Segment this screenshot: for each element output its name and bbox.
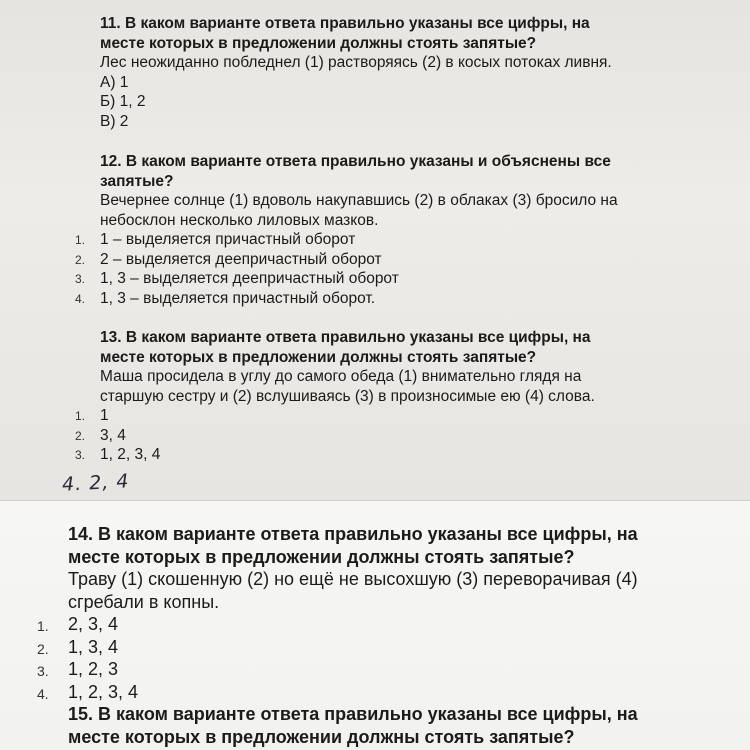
- option-text: 1, 3 – выделяется причастный оборот.: [100, 289, 376, 307]
- question-13-sentence-line2: старшую сестру и (2) вслушиваясь (3) в произносимые ею (4) слова.: [100, 387, 595, 405]
- option-text: 1: [100, 407, 109, 424]
- question-11-option-b: Б) 1, 2: [100, 93, 146, 110]
- question-11-option-c: В) 2: [100, 112, 129, 130]
- question-11-sentence: Лес неожиданно побледнел (1) растворяясь (2) в косых потоках ливня.: [100, 54, 612, 71]
- option-number: 2.: [75, 428, 86, 443]
- handwritten-answer: 4. 2, 4: [61, 470, 130, 496]
- option-number: 3.: [37, 663, 49, 679]
- option-number: 2.: [37, 640, 49, 657]
- question-11-title-line1: 11. В каком варианте ответа правильно указаны все цифры, на: [100, 15, 590, 32]
- question-12: [75, 152, 618, 308]
- option-text: 1, 3 – выделяется деепричастный оборот: [100, 270, 399, 287]
- option-text: 1, 2, 3, 4: [68, 681, 139, 702]
- option-text: 3, 4: [100, 426, 126, 444]
- question-14-sentence-line2: сгребали в копны.: [68, 591, 220, 612]
- worksheet-page-lower: [0, 500, 750, 750]
- question-15-title-line2: месте которых в предложении должны стоять запятые?: [68, 726, 575, 747]
- option-number: 1.: [75, 409, 86, 423]
- question-14-title-line1: 14. В каком варианте ответа правильно указаны все цифры, на: [68, 524, 638, 544]
- question-13-title-line1: 13. В каком варианте ответа правильно указаны все цифры, на: [100, 329, 591, 346]
- question-14-option-2: [37, 636, 638, 659]
- option-text: 1, 2, 3, 4: [100, 446, 161, 463]
- question-15: [68, 703, 638, 748]
- option-text: 1 – выделяется причастный оборот: [100, 231, 356, 248]
- question-12-option-3: [75, 269, 618, 289]
- question-13-option-3: [75, 445, 595, 465]
- option-number: 3.: [75, 272, 86, 286]
- question-12-title-line1: 12. В каком варианте ответа правильно указаны и объяснены все: [100, 153, 611, 170]
- option-text: 2 – выделяется деепричастный оборот: [100, 250, 382, 268]
- question-14-option-4: [37, 681, 638, 704]
- question-14: [37, 523, 638, 703]
- option-text: 2, 3, 4: [68, 614, 119, 634]
- question-12-title-line2: запятые?: [100, 172, 174, 190]
- question-12-sentence-line2: небосклон несколько лиловых мазков.: [100, 211, 379, 229]
- question-14-option-1: [37, 613, 638, 636]
- question-13-option-2: [75, 426, 595, 446]
- option-number: 2.: [75, 252, 86, 267]
- question-11-title-line2: месте которых в предложении должны стоять запятые?: [100, 34, 537, 52]
- question-12-option-1: [75, 230, 618, 250]
- question-15-title-line1: 15. В каком варианте ответа правильно указаны все цифры, на: [68, 704, 638, 724]
- question-13-option-1: [75, 406, 595, 426]
- option-number: 1.: [75, 233, 86, 247]
- question-14-option-3: [37, 658, 638, 681]
- option-number: 3.: [75, 448, 86, 462]
- question-13-sentence-line1: Маша просидела в углу до самого обеда (1) внимательно глядя на: [100, 368, 582, 385]
- option-number: 1.: [37, 618, 49, 634]
- question-12-sentence-line1: Вечернее солнце (1) вдоволь накупавшись (2) в облаках (3) бросило на: [100, 192, 618, 209]
- question-13-title-line2: месте которых в предложении должны стоять запятые?: [100, 348, 537, 366]
- option-text: 1, 3, 4: [68, 636, 119, 657]
- question-12-option-4: [75, 289, 618, 309]
- question-11-option-a: А) 1: [100, 73, 129, 91]
- question-13: [75, 328, 595, 465]
- question-14-title-line2: месте которых в предложении должны стоять запятые?: [68, 546, 575, 567]
- option-text: 1, 2, 3: [68, 659, 119, 679]
- option-number: 4.: [37, 685, 49, 702]
- question-11: [100, 14, 612, 131]
- question-12-option-2: [75, 250, 618, 270]
- question-14-sentence-line1: Траву (1) скошенную (2) но ещё не высохшую (3) переворачивая (4): [68, 569, 638, 589]
- option-number: 4.: [75, 291, 86, 306]
